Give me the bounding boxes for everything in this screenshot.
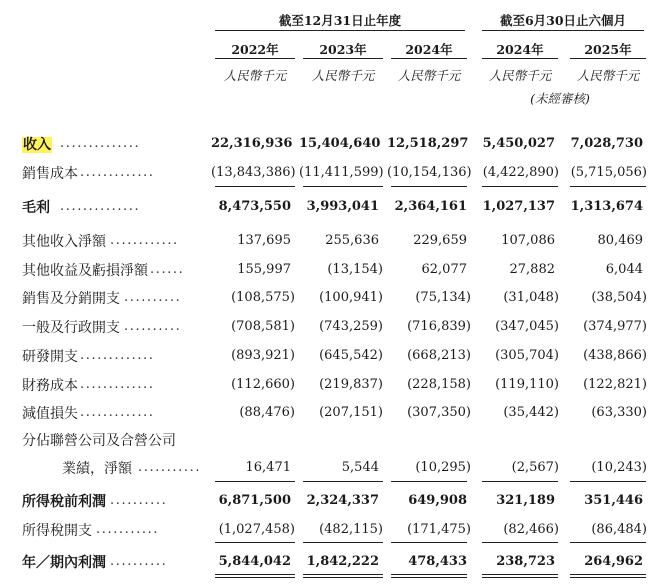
- value-cell: (482,115): [319, 522, 383, 537]
- value-cell: 6,044: [605, 262, 643, 277]
- total-double-rule: [391, 577, 467, 578]
- subtotal-rule: [482, 481, 558, 482]
- value-cell: (438,866): [583, 348, 647, 363]
- value-cell: (4,422,890): [482, 165, 559, 180]
- period-full-year-rule: [215, 30, 465, 31]
- subtotal-rule: [215, 542, 295, 543]
- row-label-results-net: 業績，淨額: [62, 461, 132, 477]
- value-cell: (108,575): [231, 290, 295, 305]
- value-cell: (893,921): [231, 348, 295, 363]
- value-cell: (100,941): [319, 290, 383, 305]
- row-label-income-tax: 所得稅開支: [22, 523, 92, 539]
- subtotal-rule: [391, 186, 467, 187]
- value-cell: 7,028,730: [570, 136, 643, 151]
- row-label-profit-for-period: 年／期內利潤: [22, 555, 106, 571]
- total-double-rule: [482, 574, 558, 575]
- total-double-rule: [215, 574, 295, 575]
- subtotal-rule: [391, 481, 467, 482]
- year-heading-2022: 2022年: [231, 42, 279, 57]
- leader-dots: .............: [80, 405, 155, 420]
- row-label-revenue: [22, 134, 52, 154]
- value-cell: 478,433: [408, 554, 467, 569]
- value-cell: 5,450,027: [482, 136, 555, 151]
- leader-dots: ...........: [138, 460, 202, 475]
- value-cell: (645,542): [319, 348, 383, 363]
- value-cell: (307,350): [407, 405, 471, 420]
- subtotal-rule: [482, 186, 558, 187]
- value-cell: 5,544: [341, 460, 379, 475]
- value-cell: 1,027,137: [482, 199, 555, 214]
- year-rule-2023: [303, 58, 383, 59]
- row-label-impairment-losses: 減值損失: [22, 406, 78, 422]
- leader-dots: ..........: [110, 493, 168, 508]
- row-label-selling-expenses: 銷售及分銷開支: [22, 291, 120, 307]
- leader-dots: ..............: [60, 136, 141, 151]
- row-label-finance-costs: 財務成本: [22, 378, 78, 394]
- total-double-rule: [215, 577, 295, 578]
- period-six-months-heading: 截至6月30日止六個月: [499, 13, 627, 28]
- total-double-rule: [570, 577, 646, 578]
- leader-dots: .............: [80, 377, 155, 392]
- value-cell: (88,476): [239, 405, 295, 420]
- period-full-year-heading: 截至12月31日止年度: [278, 13, 402, 28]
- value-cell: (5,715,056): [570, 165, 647, 180]
- value-cell: 229,659: [413, 233, 467, 248]
- value-cell: 1,313,674: [570, 199, 643, 214]
- subtotal-rule: [570, 542, 646, 543]
- value-cell: 27,882: [509, 262, 555, 277]
- value-cell: 16,471: [245, 460, 291, 475]
- value-cell: (10,295): [415, 460, 471, 475]
- value-cell: (112,660): [231, 377, 295, 392]
- value-cell: (743,259): [319, 319, 383, 334]
- value-cell: 107,086: [501, 233, 555, 248]
- total-double-rule: [303, 577, 383, 578]
- unit-label: 人民幣千元: [223, 68, 287, 83]
- value-cell: (2,567): [511, 460, 559, 475]
- row-label-other-gains-losses: 其他收益及虧損淨額: [22, 263, 148, 279]
- value-cell: (31,048): [503, 290, 559, 305]
- leader-dots: ......: [150, 262, 185, 277]
- value-cell: 155,997: [237, 262, 291, 277]
- value-cell: (10,243): [591, 460, 647, 475]
- value-cell: (38,504): [591, 290, 647, 305]
- subtotal-rule: [215, 186, 295, 187]
- value-cell: (13,843,386): [211, 165, 296, 180]
- row-label-share-of-associates: 分佔聯營公司及合營公司: [22, 433, 176, 449]
- value-cell: (63,330): [591, 405, 647, 420]
- year-rule-2024-six-months: [482, 58, 558, 59]
- value-cell: (75,134): [415, 290, 471, 305]
- value-cell: 238,723: [496, 554, 555, 569]
- value-cell: 2,364,161: [394, 199, 467, 214]
- unit-label: 人民幣千元: [397, 68, 461, 83]
- total-double-rule: [570, 574, 646, 575]
- total-double-rule: [482, 577, 558, 578]
- leader-dots: .............: [80, 348, 155, 363]
- value-cell: 255,636: [325, 233, 379, 248]
- value-cell: 2,324,337: [306, 493, 379, 508]
- unit-label: 人民幣千元: [488, 68, 552, 83]
- value-cell: (716,839): [407, 319, 471, 334]
- leader-dots: ............: [110, 233, 179, 248]
- value-cell: (347,045): [495, 319, 559, 334]
- value-cell: 15,404,640: [299, 136, 381, 151]
- value-cell: 351,446: [584, 493, 643, 508]
- value-cell: (86,484): [591, 522, 647, 537]
- leader-dots: ..........: [110, 554, 168, 569]
- subtotal-rule: [482, 542, 558, 543]
- highlight-revenue: 收入: [23, 137, 51, 153]
- row-label-gross-profit: 毛利: [22, 200, 50, 216]
- value-cell: 321,189: [496, 493, 555, 508]
- value-cell: 264,962: [584, 554, 643, 569]
- year-heading-2023: 2023年: [319, 42, 367, 57]
- value-cell: (10,154,136): [387, 165, 472, 180]
- value-cell: 8,473,550: [218, 199, 291, 214]
- value-cell: 80,469: [597, 233, 643, 248]
- subtotal-rule: [570, 186, 646, 187]
- value-cell: (13,154): [327, 262, 383, 277]
- value-cell: (1,027,458): [218, 522, 295, 537]
- unaudited-note: (未經審核): [530, 91, 590, 106]
- value-cell: (228,158): [407, 377, 471, 392]
- subtotal-rule: [215, 481, 295, 482]
- unit-label: 人民幣千元: [576, 68, 640, 83]
- subtotal-rule: [303, 481, 383, 482]
- leader-dots: ...........: [96, 522, 160, 537]
- value-cell: (119,110): [495, 377, 559, 392]
- year-rule-2024: [391, 58, 467, 59]
- value-cell: (82,466): [503, 522, 559, 537]
- value-cell: 6,871,500: [218, 493, 291, 508]
- row-label-cost-of-sales: 銷售成本: [22, 166, 78, 182]
- subtotal-rule: [303, 186, 383, 187]
- year-heading-2024-six-months: 2024年: [496, 42, 544, 57]
- value-cell: 137,695: [237, 233, 291, 248]
- value-cell: (374,977): [583, 319, 647, 334]
- year-heading-2024: 2024年: [405, 42, 453, 57]
- value-cell: 3,993,041: [306, 199, 379, 214]
- row-label-profit-before-tax: 所得稅前利潤: [22, 494, 106, 510]
- subtotal-rule: [303, 542, 383, 543]
- value-cell: 649,908: [408, 493, 467, 508]
- row-label-other-income: 其他收入淨額: [22, 234, 106, 250]
- unit-label: 人民幣千元: [311, 68, 375, 83]
- value-cell: (35,442): [503, 405, 559, 420]
- total-double-rule: [303, 574, 383, 575]
- value-cell: (668,213): [407, 348, 471, 363]
- value-cell: (122,821): [583, 377, 647, 392]
- leader-dots: .............: [80, 165, 155, 180]
- value-cell: 62,077: [421, 262, 467, 277]
- leader-dots: ..........: [124, 290, 182, 305]
- year-rule-2025-six-months: [570, 58, 646, 59]
- value-cell: 5,844,042: [218, 554, 291, 569]
- leader-dots: ..............: [60, 199, 141, 214]
- value-cell: 12,518,297: [387, 136, 469, 151]
- value-cell: (305,704): [495, 348, 559, 363]
- leader-dots: ..........: [124, 319, 182, 334]
- value-cell: (11,411,599): [299, 165, 384, 180]
- row-label-admin-expenses: 一般及行政開支: [22, 320, 120, 336]
- value-cell: (171,475): [407, 522, 471, 537]
- subtotal-rule: [570, 481, 646, 482]
- year-heading-2025-six-months: 2025年: [584, 42, 632, 57]
- value-cell: 1,842,222: [306, 554, 379, 569]
- year-rule-2022: [215, 58, 295, 59]
- value-cell: (708,581): [231, 319, 295, 334]
- row-label-rd-expenses: 研發開支: [22, 349, 78, 365]
- value-cell: (207,151): [319, 405, 383, 420]
- subtotal-rule: [391, 542, 467, 543]
- value-cell: 22,316,936: [211, 136, 293, 151]
- period-six-months-rule: [482, 30, 644, 31]
- value-cell: (219,837): [319, 377, 383, 392]
- total-double-rule: [391, 574, 467, 575]
